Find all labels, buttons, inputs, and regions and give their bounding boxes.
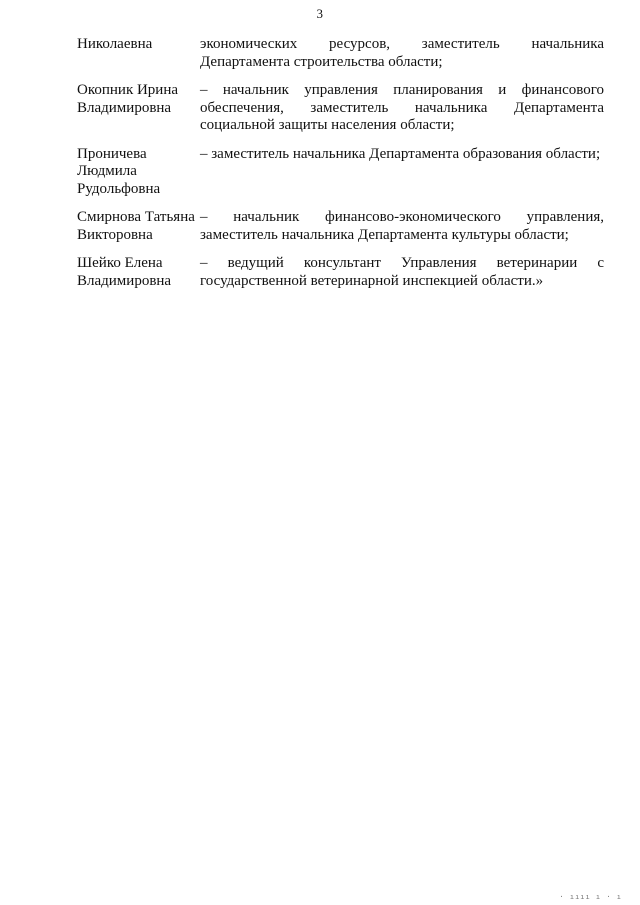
scan-footer-mark: · ıııı ı · ı bbox=[559, 893, 622, 901]
member-list bbox=[77, 36, 604, 301]
member-row bbox=[77, 36, 604, 71]
member-row bbox=[77, 255, 604, 290]
member-name: Николаевна bbox=[77, 36, 153, 52]
member-position: – начальник управления планирования и финансового обеспечения, заместитель начальника Департамента социальной защиты населения области; bbox=[200, 82, 604, 133]
member-position: – заместитель начальника Департамента образования области; bbox=[200, 145, 601, 162]
member-name: Смирнова Татьяна Викторовна bbox=[77, 209, 195, 243]
member-row bbox=[77, 146, 604, 199]
member-row bbox=[77, 82, 604, 135]
member-position: – начальник финансово-экономического управления, заместитель начальника Департамента культуры области; bbox=[200, 209, 604, 243]
member-row bbox=[77, 209, 604, 244]
page-number: 3 bbox=[316, 6, 324, 21]
member-name: Окопник Ирина Владимировна bbox=[77, 82, 179, 116]
member-position: экономических ресурсов, заместитель начальника Департамента строительства области; bbox=[200, 36, 604, 70]
member-name: Шейко Елена Владимировна bbox=[77, 255, 172, 289]
member-name: Проничева Людмила Рудольфовна bbox=[77, 145, 161, 197]
member-position: – ведущий консультант Управления ветеринарии с государственной ветеринарной инспекцией области.» bbox=[200, 255, 604, 289]
